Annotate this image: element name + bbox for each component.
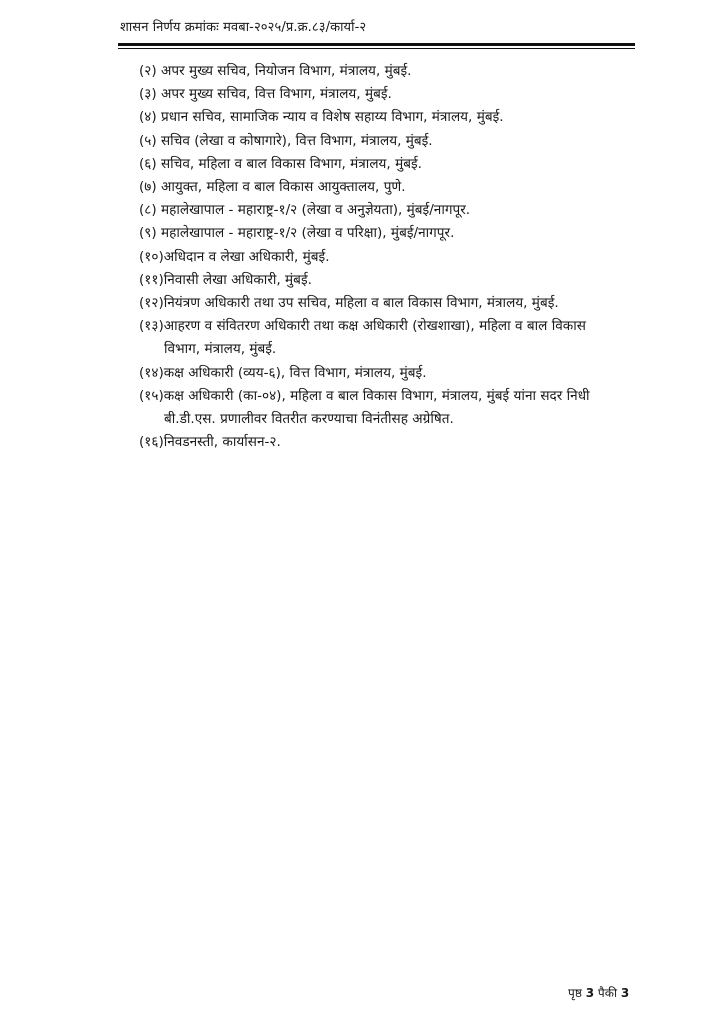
header-rule-thin: [118, 48, 635, 49]
list-item-text: (१६)निवडनस्ती, कार्यासन-२.: [139, 434, 281, 451]
list-item-text: (१०)अधिदान व लेखा अधिकारी, मुंबई.: [139, 248, 330, 265]
page-number: [568, 984, 629, 1002]
list-item-text: (१४)कक्ष अधिकारी (व्यय-६), वित्त विभाग, मंत्रालय, मुंबई.: [139, 364, 427, 381]
distribution-list: [139, 60, 669, 454]
list-item: [139, 83, 669, 106]
of-label: पैकी: [597, 986, 618, 1000]
list-item: [139, 385, 669, 431]
list-item: [139, 222, 669, 245]
list-item: [139, 362, 669, 385]
list-item: [139, 153, 669, 176]
list-item-text: (११)निवासी लेखा अधिकारी, मुंबई.: [139, 271, 312, 288]
list-item-continuation: बी.डी.एस. प्रणालीवर वितरीत करण्याचा विनंतीसह अग्रेषित.: [164, 411, 454, 428]
list-item-text: (६) सचिव, महिला व बाल विकास विभाग, मंत्रालय, मुंबई.: [139, 155, 422, 172]
list-item-text: (७) आयुक्त, महिला व बाल विकास आयुक्तालय, पुणे.: [139, 179, 406, 196]
list-item-text: (५) सचिव (लेखा व कोषागारे), वित्त विभाग, मंत्रालय, मुंबई.: [139, 132, 433, 149]
list-item-text: (३) अपर मुख्य सचिव, वित्त विभाग, मंत्रालय, मुंबई.: [139, 86, 392, 103]
list-item: [139, 269, 669, 292]
list-item-text: (२) अपर मुख्य सचिव, नियोजन विभाग, मंत्रालय, मुंबई.: [139, 63, 412, 79]
list-item-text: (१२)नियंत्रण अधिकारी तथा उप सचिव, महिला व बाल विकास विभाग, मंत्रालय, मुंबई.: [139, 295, 559, 312]
list-item-text: (४) प्रधान सचिव, सामाजिक न्याय व विशेष सहाय्य विभाग, मंत्रालय, मुंबई.: [139, 109, 504, 126]
list-item-text: (१३)आहरण व संवितरण अधिकारी तथा कक्ष अधिकारी (रोखशाखा), महिला व बाल विकास: [139, 318, 586, 335]
list-item-text: (९) महालेखापाल - महाराष्ट्र-१/२ (लेखा व परिक्षा), मुंबई/नागपूर.: [139, 225, 455, 242]
list-item: [139, 106, 669, 129]
list-item-continuation: विभाग, मंत्रालय, मुंबई.: [164, 341, 277, 358]
header-rule-thick: [118, 43, 635, 46]
list-item: [139, 176, 669, 199]
document-header: शासन निर्णय क्रमांकः मवबा-२०२५/प्र.क्र.८३/कार्या-२: [120, 20, 367, 35]
list-item: [139, 431, 669, 454]
page-label: पृष्ठ: [568, 986, 582, 1000]
list-item: [139, 199, 669, 222]
list-item-text: (८) महालेखापाल - महाराष्ट्र-१/२ (लेखा व अनुज्ञेयता), मुंबई/नागपूर.: [139, 202, 471, 219]
list-item-text: (१५)कक्ष अधिकारी (का-०४), महिला व बाल विकास विभाग, मंत्रालय, मुंबई यांना सदर निधी: [139, 387, 590, 404]
list-item: [139, 292, 669, 315]
list-item: [139, 246, 669, 269]
list-item: [139, 60, 669, 83]
list-item: [139, 315, 669, 361]
total-pages: 3: [620, 986, 630, 1000]
current-page: 3: [585, 986, 595, 1000]
list-item: [139, 130, 669, 153]
